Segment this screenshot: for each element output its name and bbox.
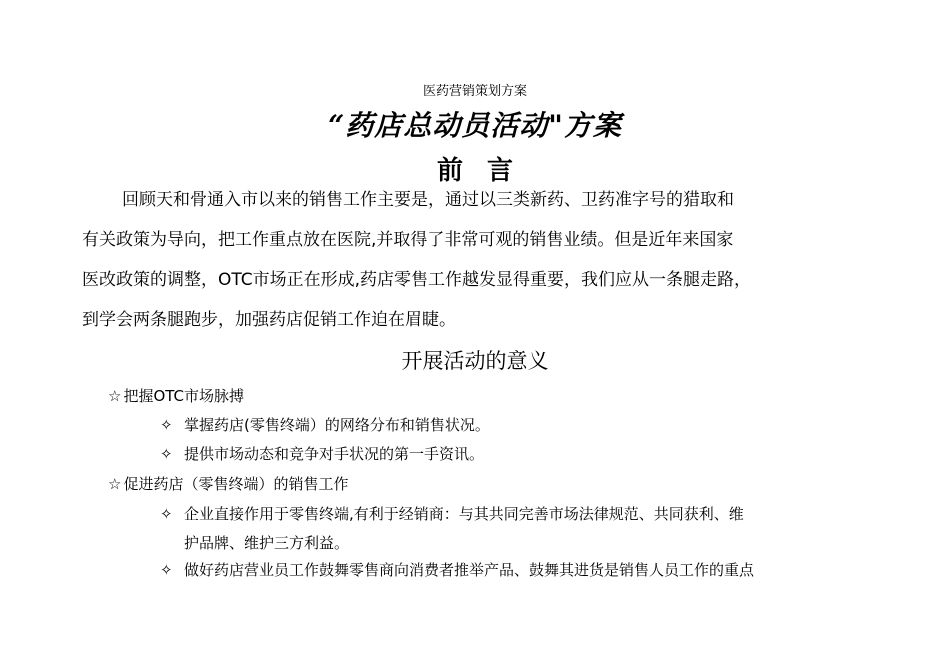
list-subitem: [160, 411, 870, 440]
diamond-bullet-icon: ✧: [160, 561, 173, 579]
list-subitem: [160, 556, 870, 585]
preface-line: [82, 180, 882, 220]
list-subitem-text: 企业直接作用于零售终端,有利于经销商：与其共同完善市场法律规范、共同获利、维: [184, 505, 744, 523]
preface-paragraph: [82, 180, 882, 340]
list-subitem-text: 提供市场动态和竞争对手状况的第一手资讯。: [184, 445, 485, 463]
preface-line: 医改政策的调整，OTC市场正在形成,药店零售工作越发显得重要，我们应从一条腿走路，: [82, 270, 752, 290]
list-subitem-continuation: 护品牌、维护三方利益。: [184, 534, 350, 552]
star-bullet-icon: ☆: [108, 475, 122, 493]
list-subitem: [160, 500, 870, 558]
significance-heading: 开展活动的意义: [401, 349, 549, 373]
diamond-bullet-icon: ✧: [160, 505, 173, 523]
list-subitem-text: 掌握药店(零售终端）的网络分布和销售状况。: [184, 416, 490, 434]
list-item-label: 把握OTC市场脉搏: [123, 387, 245, 405]
list-subitem-line: [160, 500, 870, 529]
diamond-bullet-icon: ✧: [160, 416, 173, 434]
diamond-bullet-icon: ✧: [160, 445, 173, 463]
preface-line: 有关政策为导向，把工作重点放在医院,并取得了非常可观的销售业绩。但是近年来国家: [82, 230, 734, 250]
list-subitem: [160, 440, 870, 469]
list-item-label: 促进药店（零售终端）的销售工作: [123, 475, 349, 493]
star-bullet-icon: ☆: [108, 387, 122, 405]
preface-line: 到学会两条腿跑步，加强药店促销工作迫在眉睫。: [82, 310, 456, 330]
document-title: “药店总动员活动"方案: [328, 109, 622, 142]
list-item: [108, 473, 348, 494]
preface-line-text: 回顾天和骨通入市以来的销售工作主要是，通过以三类新药、卫药准字号的猎取和: [122, 190, 734, 210]
list-subitem-text: 做好药店营业员工作鼓舞零售商向消费者推举产品、鼓舞其进货是销售人员工作的重点: [184, 561, 755, 579]
list-item: [108, 385, 244, 406]
preface-heading: 前言: [436, 156, 537, 186]
document-category: 医药营销策划方案: [422, 84, 527, 99]
